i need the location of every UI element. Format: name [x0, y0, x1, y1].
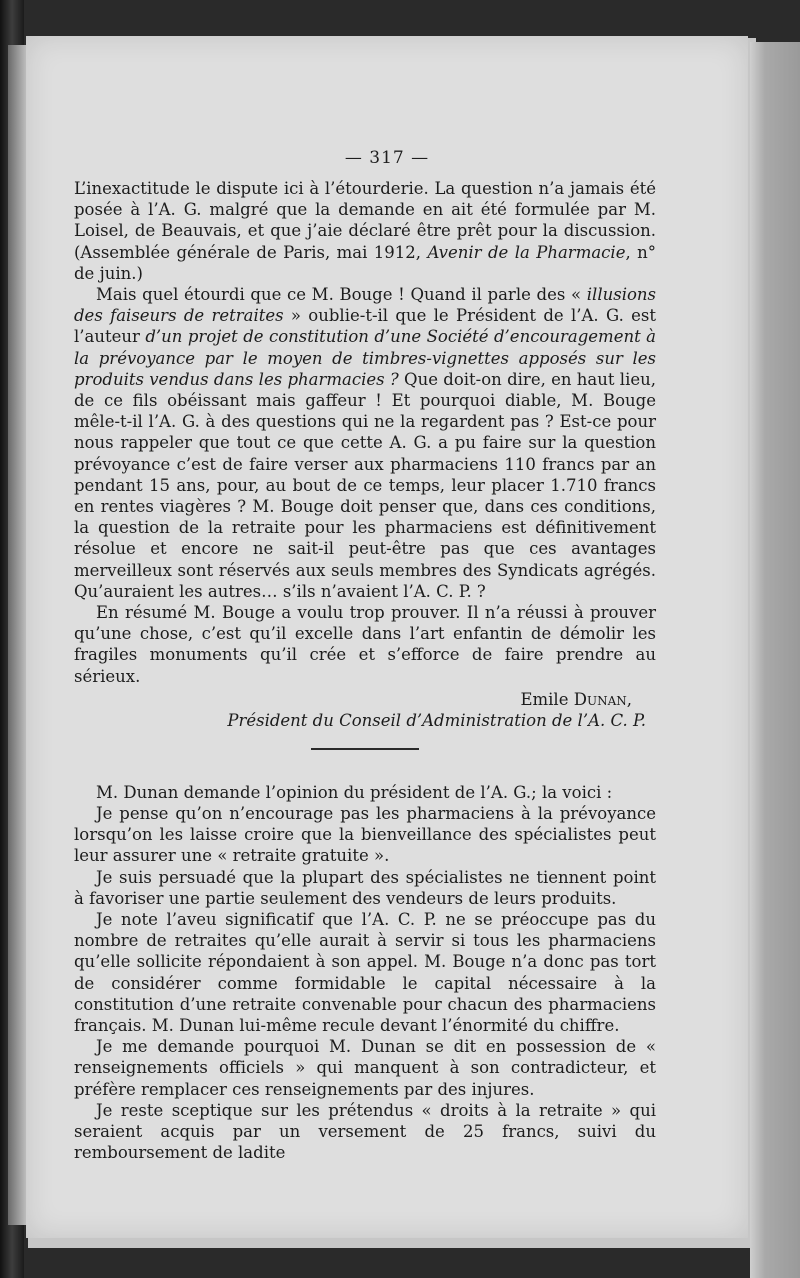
- journal-title: Avenir de la Pharmacie: [427, 242, 626, 262]
- paragraph-2: Mais quel étourdi que ce M. Bouge ! Quand il parle des « illusions des faiseurs de retraites » oublie-t-il que le Président de l’A. G. est l’auteur d’un projet de constitution d’une Société d’encouragement à la prévoyance par le moyen de timbres-vignettes apposés sur les produits vendus dans les pharmacies ? Que doit-on dire, en haut lieu, de ce fils obéissant mais gaffeur ! Et pourquoi diable, M. Bouge mêle-t-il l’A. G. à des questions qui ne la regardent pas ? Est-ce pour nous rappeler que tout ce que cette A. G. a pu faire sur la question prévoyance c’est de faire verser aux pharmaciens 110 francs par an pendant 15 ans, pour, au bout de ce temps, leur placer 1.710 francs en rentes viagères ? M. Bouge doit penser que, dans ces conditions, la question de la retraite pour les pharmaciens est définitivement résolue et encore ne sait-il peut-être pas que ces avantages merveilleux sont réservés aux seuls membres des Syndicats agrégés. Qu’auraient les autres… s’ils n’avaient l’A. C. P. ?: [74, 285, 657, 601]
- page-body: [74, 178, 656, 1163]
- paragraph-1: L’inexactitude le dispute ici à l’étourderie. La question n’a jamais été posée à l’A. G. malgré que la demande en ait été formulée par M. Loisel, de Beauvais, et que j’aie déclaré être prêt pour la discussion. (Assemblée générale de Paris, mai 1912, Avenir de la Pharmacie, n° de juin.): [74, 179, 657, 283]
- right-page-edges: [750, 42, 800, 1278]
- response-paragraph-6: Je reste sceptique sur les prétendus « droits à la retraite » qui seraient acquis par un versement de 25 francs, suivi du remboursement de ladite: [74, 1100, 656, 1163]
- book-page: [26, 36, 748, 1238]
- response-paragraph-4: Je note l’aveu significatif que l’A. C. P. ne se préoccupe pas du nombre de retraites qu’elle aurait à servir si tous les pharmaciens qu’elle sollicite répondaient à son appel. M. Bouge n’a donc pas tort de considérer comme formidable le capital nécessaire à la constitution d’une retraite convenable pour chacun des pharmaciens français. M. Dunan lui-même recule devant l’énormité du chiffre.: [74, 910, 656, 1036]
- response-paragraph-2: Je pense qu’on n’encourage pas les pharmaciens à la prévoyance lorsqu’on les laisse croire que la bienveillance des spécialistes peut leur assurer une « retraite gratuite ».: [74, 803, 656, 866]
- response-paragraph-3: Je suis persuadé que la plupart des spécialistes ne tiennent point à favoriser une partie seulement des vendeurs de leurs produits.: [74, 867, 656, 908]
- response-section: [74, 782, 656, 1164]
- paragraph-3: En résumé M. Bouge a voulu trop prouver. Il n’a réussi à prouver qu’une chose, c’est qu’il excelle dans l’art enfantin de démolir les fragiles monuments qu’il crée et s’efforce de faire prendre au sérieux.: [74, 603, 656, 686]
- signature-name: Emile Dunan,: [520, 689, 632, 709]
- section-divider: [311, 748, 419, 750]
- response-paragraph-1: M. Dunan demande l’opinion du président de l’A. G.; la voici :: [96, 782, 613, 802]
- signature-title: Président du Conseil d’Administration de l’A. C. P.: [227, 711, 646, 731]
- page-number: — 317 —: [344, 148, 430, 168]
- response-paragraph-5: Je me demande pourquoi M. Dunan se dit en possession de « renseignements officiels » qui manquent à son contradicteur, et préfère remplacer ces renseignements par des injures.: [74, 1037, 656, 1099]
